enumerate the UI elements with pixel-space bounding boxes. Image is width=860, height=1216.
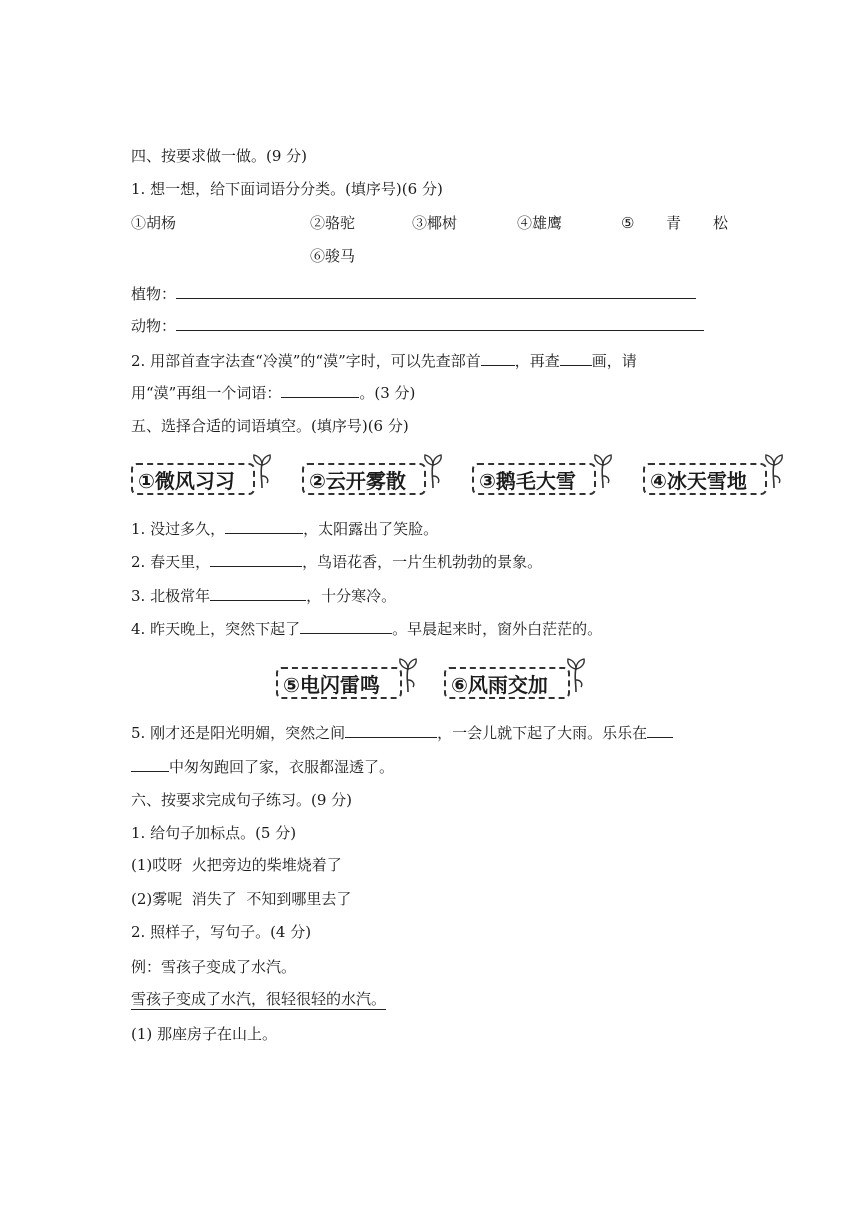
sprout-icon	[565, 656, 587, 692]
example-answer-text: 雪孩子变成了水汽，很轻很轻的水汽。	[131, 990, 387, 1008]
sprout-icon	[397, 656, 419, 692]
animals-row	[131, 315, 704, 336]
s2-blank[interactable]	[210, 551, 302, 567]
word-card-4: ④冰天雪地	[643, 463, 767, 495]
option-5: ⑤	[621, 214, 635, 232]
animals-label: 动物：	[131, 317, 177, 335]
q2-text-c: 画，请	[591, 352, 637, 370]
s4-text-a: 4. 昨天晚上，突然下起了	[131, 620, 301, 638]
word-card-2: ②云开雾散	[302, 463, 426, 495]
option-5-char-2: 松	[713, 214, 729, 232]
s2-text-b: ，鸟语花香，一片生机勃勃的景象。	[302, 553, 543, 571]
q2-text-d: 用“漠”再组一个词语：	[131, 384, 282, 402]
example-answer	[131, 989, 386, 1009]
plants-answer-line[interactable]	[176, 283, 696, 299]
question-4-2-line1	[131, 350, 637, 371]
rewrite-sentence-1: (1) 那座房子在山上。	[131, 1025, 278, 1043]
sentence-5-4	[131, 618, 602, 639]
word-card-1: ①微风习习	[131, 463, 255, 495]
section-4-heading: 四、按要求做一做。(9 分)	[131, 147, 308, 165]
word-card-6: ⑥风雨交加	[444, 667, 570, 699]
s4-text-b: 。早晨起来时，窗外白茫茫的。	[392, 620, 603, 638]
word-card-3: ③鹅毛大雪	[472, 463, 596, 495]
option-5-char-1: 青	[666, 214, 682, 232]
s5-text-c: 中匆匆跑回了家，衣服都湿透了。	[169, 758, 395, 776]
plants-row	[131, 283, 696, 304]
punctuation-sentence-1: (1)哎呀 火把旁边的柴堆烧着了	[131, 856, 342, 874]
stroke-blank[interactable]	[560, 350, 592, 366]
s5-blank-1[interactable]	[345, 722, 437, 738]
s3-blank[interactable]	[210, 585, 306, 601]
s1-text-b: ，太阳露出了笑脸。	[303, 520, 439, 538]
s2-text-a: 2. 春天里，	[131, 553, 211, 571]
s5-text-a: 5. 刚才还是阳光明媚，突然之间	[131, 724, 346, 742]
sentence-5-2	[131, 551, 542, 572]
question-4-2-line2	[131, 382, 415, 403]
option-2: ②骆驼	[310, 214, 356, 232]
example-label: 例：雪孩子变成了水汽。	[131, 958, 297, 976]
sprout-icon	[763, 452, 785, 488]
question-4-1: 1. 想一想，给下面词语分分类。(填序号)(6 分)	[131, 180, 443, 198]
sprout-icon	[251, 452, 273, 488]
sentence-5-1	[131, 518, 438, 539]
s3-text-b: ，十分寒冷。	[306, 587, 397, 605]
s4-blank[interactable]	[300, 618, 392, 634]
s3-text-a: 3. 北极常年	[131, 587, 211, 605]
sentence-5-5-line2	[131, 756, 394, 777]
option-3: ③椰树	[412, 214, 458, 232]
option-4: ④雄鹰	[517, 214, 563, 232]
word-card-5: ⑤电闪雷鸣	[276, 667, 402, 699]
option-1: ①胡杨	[131, 214, 177, 232]
option-6: ⑥骏马	[310, 247, 356, 265]
section-5-heading: 五、选择合适的词语填空。(填序号)(6 分)	[131, 417, 409, 435]
punctuation-sentence-2: (2)雾呢 消失了 不知到哪里去了	[131, 890, 352, 908]
s1-blank[interactable]	[225, 518, 303, 534]
q2-text-b: ，再查	[514, 352, 560, 370]
question-6-2: 2. 照样子，写句子。(4 分)	[131, 923, 312, 941]
q2-text-e: 。(3 分)	[359, 384, 416, 402]
radical-blank[interactable]	[481, 350, 515, 366]
s5-text-b: ，一会儿就下起了大雨。乐乐在	[437, 724, 648, 742]
plants-label: 植物：	[131, 285, 177, 303]
q2-text-a: 2. 用部首查字法查“冷漠”的“漠”字时，可以先查部首	[131, 352, 481, 370]
section-6-heading: 六、按要求完成句子练习。(9 分)	[131, 791, 353, 809]
word-blank[interactable]	[281, 382, 359, 398]
sentence-5-5-line1	[131, 722, 673, 743]
s5-blank-2-end[interactable]	[131, 756, 169, 772]
question-6-1: 1. 给句子加标点。(5 分)	[131, 824, 297, 842]
sprout-icon	[592, 452, 614, 488]
s1-text-a: 1. 没过多久，	[131, 520, 226, 538]
animals-answer-line[interactable]	[176, 315, 704, 331]
sentence-5-3	[131, 585, 396, 606]
s5-blank-2-start[interactable]	[647, 722, 673, 738]
sprout-icon	[422, 452, 444, 488]
